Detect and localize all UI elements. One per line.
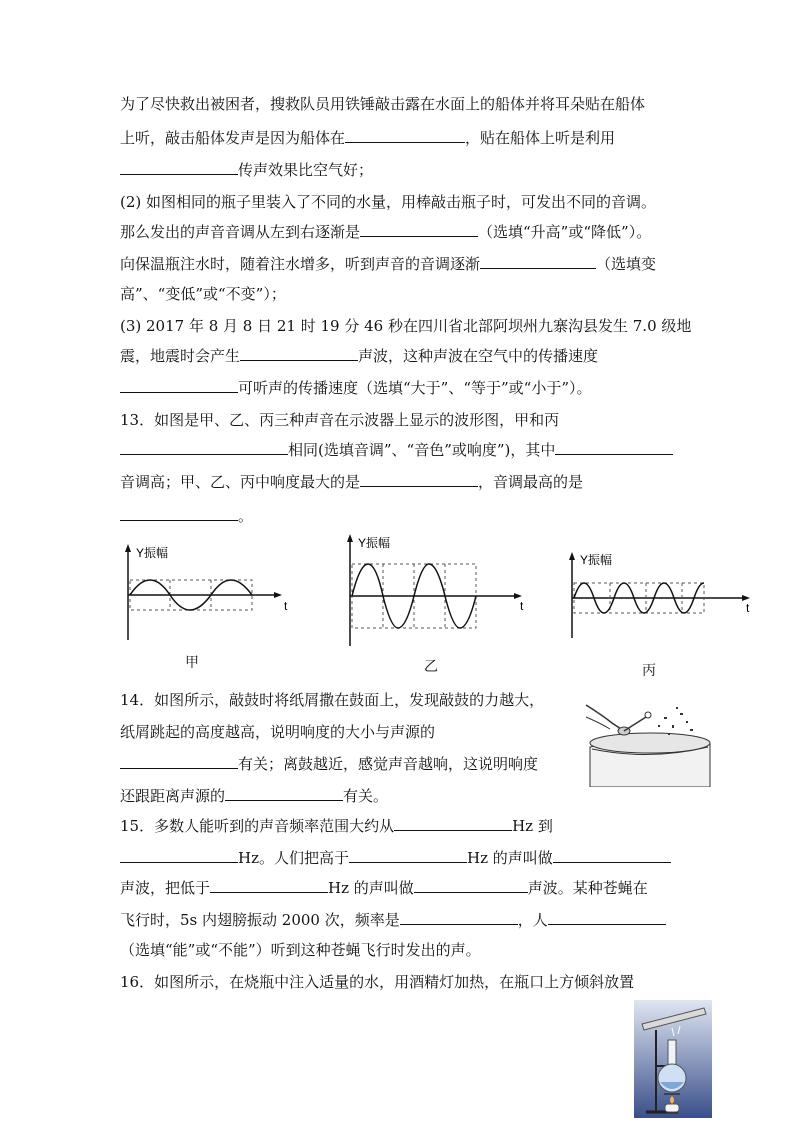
answer-blank[interactable] [555,440,673,455]
answer-blank[interactable] [553,848,671,863]
answer-blank[interactable] [225,786,343,801]
caption-bing: 丙 [642,663,656,679]
answer-blank[interactable] [120,378,238,393]
q16-line-1: 16．如图所示，在烧瓶中注入适量的水，用酒精灯加热，在瓶口上方倾斜放置 [120,973,635,991]
q12-part2-line-2: 那么发出的声音音调从左到右逐渐是 （选填“升高”或“降低”）。 [120,223,652,241]
flask-drawing [634,1000,712,1118]
y-axis-label: Y振幅 [136,546,169,560]
q12-line-3: 传声效果比空气好； [120,160,373,180]
q12-part2-line-1: (2) 如图相同的瓶子里装入了不同的水量，用棒敲击瓶子时，可发出不同的音调。 [120,193,657,211]
q15-line-3: 声波，把低于 Hz 的声叫做 声波。某种苍蝇在 [120,879,648,897]
q15-line-1: 15．多数人能听到的声音频率范围大约从 Hz 到 [120,817,553,835]
q13-line-1: 13．如图是甲、乙、丙三种声音在示波器上显示的波形图，甲和丙 [120,411,560,429]
q14-line-1: 14．如图所示，敲鼓时将纸屑撒在鼓面上，发现敲鼓的力越大， [120,691,545,709]
answer-blank[interactable] [120,160,238,175]
waveform-bing [562,548,762,643]
answer-blank[interactable] [360,472,478,487]
q12-part3-line-3: 可听声的传播速度（选填“大于”、“等于”或“小于”）。 [120,378,592,398]
q14-line-2: 纸屑跳起的高度越高，说明响度的大小与声源的 [120,723,436,741]
q15-line-5: （选填“能”或“不能”）听到这种苍蝇飞行时发出的声。 [120,941,481,959]
answer-blank[interactable] [360,222,478,237]
answer-blank[interactable] [345,128,465,143]
answer-blank[interactable] [414,878,528,893]
answer-blank[interactable] [349,848,467,863]
q12-part2-line-4: 高”、“变低”或“不变”）； [120,285,286,303]
x-axis-t-label: t [520,599,524,613]
q14-line-3: 有关；离鼓越近，感觉声音越响，这说明响度 [120,754,538,774]
answer-blank[interactable] [240,346,358,361]
drum-illustration [580,695,712,791]
answer-blank[interactable] [120,440,288,455]
answer-blank[interactable] [394,816,512,831]
caption-yi: 乙 [424,659,438,675]
answer-blank[interactable] [480,254,596,269]
q12-line-1: 为了尽快救出被困者，搜救队员用铁锤敲击露在水面上的船体并将耳朵贴在船体 [120,95,646,113]
x-axis-t-label: t [284,599,288,613]
answer-blank[interactable] [120,754,238,769]
answer-blank[interactable] [210,878,328,893]
waveform-yi [340,530,540,650]
q15-line-2: Hz。人们把高于 Hz 的声叫做 [120,848,671,868]
q13-line-2: 相同(选填音调”、“音色”或响度”)，其中 [120,440,673,460]
waveform-figure-yi [340,530,540,650]
q14-line-4: 还跟距离声源的 有关。 [120,787,389,805]
q12-part3-line-2: 震，地震时会产生 声波，这种声波在空气中的传播速度 [120,347,599,365]
waveform-jia [118,540,288,645]
q15-line-4: 飞行时，5s 内翅膀振动 2000 次，频率是 ，人 [120,910,666,930]
answer-blank[interactable] [548,910,666,925]
q13-line-4: 。 [120,506,253,526]
waveform-figure-jia [118,540,288,645]
flask-illustration [634,1000,712,1122]
answer-blank[interactable] [120,506,238,521]
q12-part3-line-1: (3) 2017 年 8 月 8 日 21 时 19 分 46 秒在四川省北部阿坝州九寨沟县发生 7.0 级地 [120,317,692,335]
q12-line-2: 上听，敲击船体发声是因为船体在 ，贴在船体上听是利用 [120,129,616,147]
q13-line-3: 音调高；甲、乙、丙中响度最大的是 ，音调最高的是 [120,473,584,491]
drum-drawing [580,695,712,787]
answer-blank[interactable] [120,848,238,863]
waveform-figure-bing [562,548,762,643]
x-axis-t-label: t [746,601,750,615]
q12-part2-line-3: 向保温瓶注水时，随着注水增多，听到声音的音调逐渐 （选填变 [120,255,657,273]
y-axis-label: Y振幅 [580,553,613,567]
answer-blank[interactable] [400,910,518,925]
caption-jia: 甲 [185,655,199,671]
y-axis-label: Y振幅 [358,536,391,550]
